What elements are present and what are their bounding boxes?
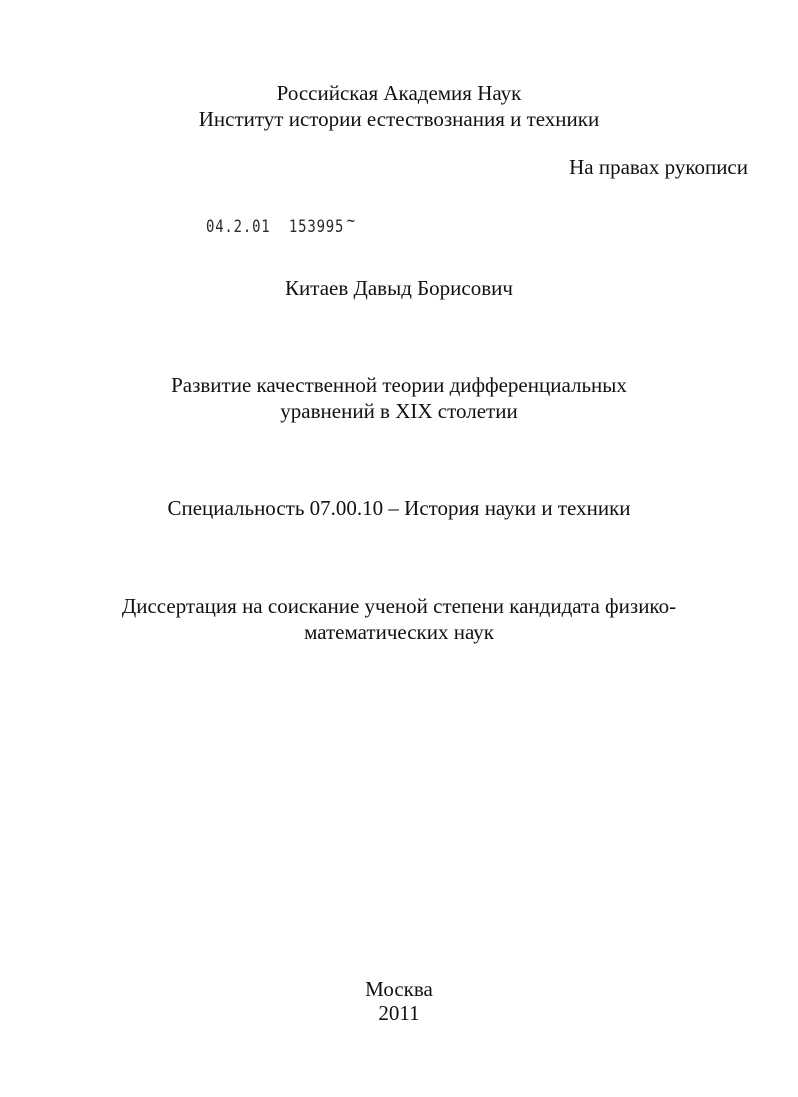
specialty: Специальность 07.00.10 – История науки и техники [167, 496, 631, 520]
stamp-date: 04.2.01 [206, 217, 271, 237]
thesis-title-line-1: Развитие качественной теории дифференциальных [171, 373, 627, 397]
stamp-number: 153995 [288, 217, 345, 237]
year: 2011 [378, 1001, 420, 1025]
stamp-mark: ~ [346, 211, 356, 231]
institute-name: Институт истории естествознания и техники [198, 107, 600, 131]
degree-line-2: математических наук [304, 620, 494, 644]
thesis-title-line-2: уравнений в XIX столетии [280, 399, 518, 423]
manuscript-note: На правах рукописи [569, 155, 748, 179]
city: Москва [365, 977, 433, 1001]
organization-name: Российская Академия Наук [276, 81, 522, 105]
author-name: Китаев Давыд Борисович [285, 276, 513, 300]
degree-line-1: Диссертация на соискание ученой степени кандидата физико- [121, 594, 677, 618]
archive-stamp [206, 211, 356, 238]
